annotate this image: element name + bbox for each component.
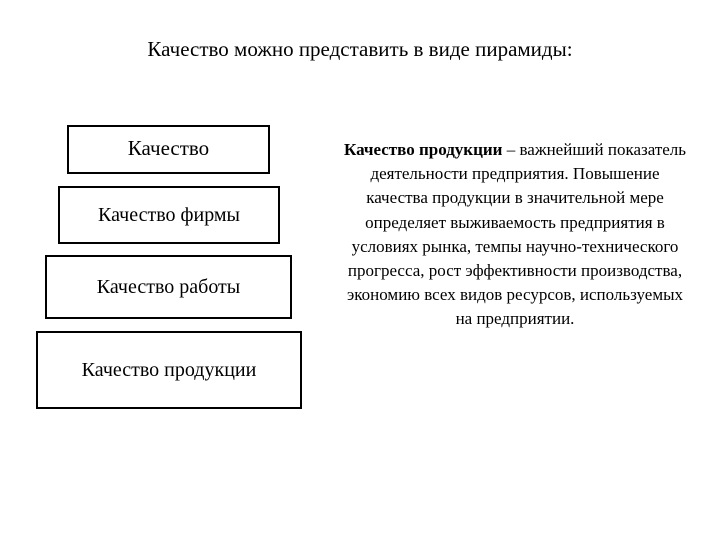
pyramid-level-firm-quality [58, 186, 280, 244]
description-term: Качество продукции [343, 140, 503, 159]
pyramid-level-work-quality [45, 255, 292, 319]
pyramid-level-quality [67, 125, 270, 174]
slide-title: Качество можно представить в виде пирамиды: [147, 37, 573, 61]
pyramid-level-label: Качество [127, 135, 210, 160]
pyramid-level-product-quality [36, 331, 302, 409]
pyramid-level-label: Качество фирмы [98, 204, 240, 226]
pyramid-level-label: Качество работы [96, 276, 241, 298]
pyramid-level-label: Качество продукции [81, 359, 257, 381]
product-quality-description [340, 138, 690, 332]
description-text: – важнейший показатель деятельности предприятия. Повышение качества продукции в значительной мере определяет выживаемость предприятия в условиях рынка, темпы научно-технического прогресса, рост эффективности производства, экономию всех видов ресурсов, используемых на предприятии. [346, 140, 687, 329]
